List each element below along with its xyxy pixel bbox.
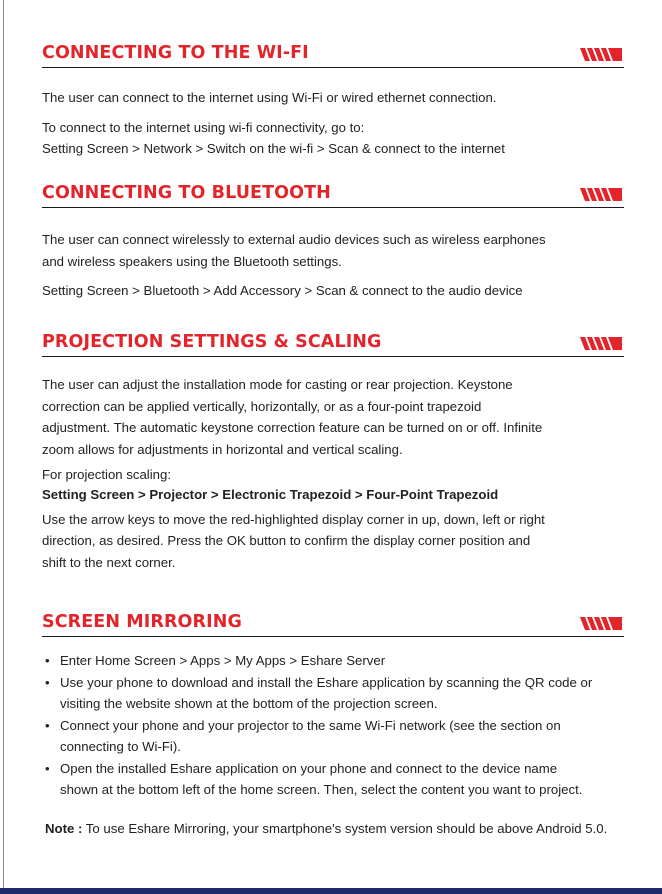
- page-left-border: [3, 0, 4, 888]
- list-item-line: Open the installed Eshare application on your phone and connect to the device name: [60, 760, 558, 776]
- note: [45, 818, 607, 839]
- paragraph: To connect to the internet using wi-fi connectivity, go to:: [42, 119, 365, 135]
- red-stripes-icon: [580, 337, 622, 350]
- section-bluetooth: [42, 183, 624, 302]
- list-item: [42, 715, 624, 758]
- red-stripes-icon: [580, 617, 622, 630]
- mirroring-steps-list: [42, 650, 624, 801]
- section-heading: SCREEN MIRRORING: [42, 612, 242, 632]
- paragraph-line: adjustment. The automatic keystone correction feature can be turned on or off. Infinite: [42, 420, 543, 435]
- section-heading: CONNECTING TO BLUETOOTH: [42, 183, 331, 203]
- bullet-dot-icon: •: [45, 674, 50, 690]
- paragraph: The user can connect to the internet using Wi-Fi or wired ethernet connection.: [42, 90, 497, 105]
- navigation-path: Setting Screen > Bluetooth > Add Accessory > Scan & connect to the audio device: [42, 283, 523, 298]
- paragraph-line: direction, as desired. Press the OK button to confirm the display corner position and: [42, 533, 531, 548]
- paragraph: and wireless speakers using the Bluetooth settings.: [42, 253, 342, 269]
- list-item: [42, 672, 624, 715]
- paragraph-line: The user can adjust the installation mode for casting or rear projection. Keystone: [42, 377, 513, 392]
- bullet-dot-icon: •: [45, 717, 50, 733]
- paragraph: The user can connect wirelessly to external audio devices such as wireless earphones: [42, 232, 546, 247]
- bullet-dot-icon: •: [45, 760, 50, 776]
- paragraph-line: shift to the next corner.: [42, 554, 176, 570]
- section-heading: PROJECTION SETTINGS & SCALING: [42, 332, 382, 352]
- paragraph-line: zoom allows for adjustments in horizontal and vertical scaling.: [42, 441, 403, 457]
- list-item-line: shown at the bottom left of the home screen. Then, select the content you want to project.: [60, 782, 583, 797]
- bullet-dot-icon: •: [45, 653, 50, 668]
- bottom-bar: [0, 888, 662, 894]
- section-heading-row: [42, 332, 624, 357]
- section-heading-row: [42, 43, 624, 68]
- list-item-line: Connect your phone and your projector to the same Wi-Fi network (see the section on: [60, 717, 561, 733]
- paragraph-line: correction can be applied vertically, horizontally, or as a four-point trapezoid: [42, 398, 482, 414]
- section-wifi: [42, 43, 624, 160]
- red-stripes-icon: [580, 48, 622, 61]
- section-heading-row: [42, 183, 624, 208]
- list-item-line: connecting to Wi-Fi).: [60, 739, 181, 754]
- note-text: To use Eshare Mirroring, your smartphone's system version should be above Android 5.0.: [82, 821, 608, 836]
- list-item: [42, 650, 624, 672]
- scaling-label: For projection scaling:: [42, 467, 172, 482]
- navigation-path: Setting Screen > Network > Switch on the wi-fi > Scan & connect to the internet: [42, 141, 505, 156]
- scaling-path: Setting Screen > Projector > Electronic Trapezoid > Four-Point Trapezoid: [42, 486, 499, 502]
- paragraph-line: Use the arrow keys to move the red-highlighted display corner in up, down, left or right: [42, 511, 545, 527]
- section-projection: [42, 332, 624, 573]
- section-heading-row: [42, 612, 624, 637]
- list-item-line: visiting the website shown at the bottom of the projection screen.: [60, 696, 438, 711]
- note-label: Note :: [45, 821, 83, 836]
- red-stripes-icon: [580, 188, 622, 201]
- section-mirroring: [42, 612, 624, 801]
- list-item-line: Use your phone to download and install the Eshare application by scanning the QR code or: [60, 674, 593, 690]
- list-item-line: Enter Home Screen > Apps > My Apps > Eshare Server: [60, 653, 386, 668]
- list-item: [42, 758, 624, 801]
- section-heading: CONNECTING TO THE WI-FI: [42, 43, 309, 63]
